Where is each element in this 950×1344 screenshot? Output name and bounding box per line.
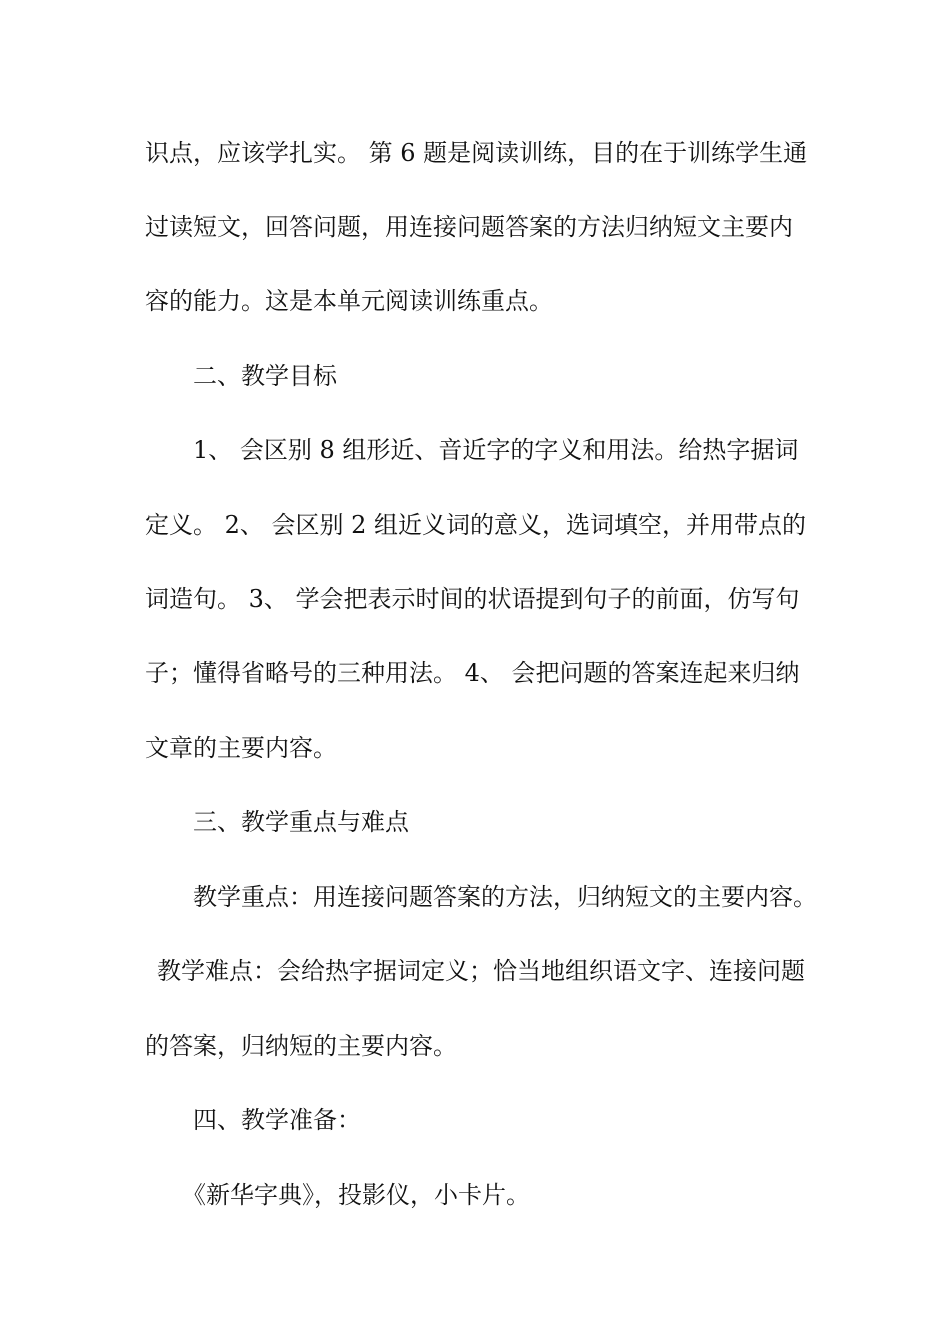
preparation-line: 《新华字典》，投影仪，小卡片。 bbox=[182, 1181, 530, 1209]
objective-line-5: 文章的主要内容。 bbox=[145, 734, 337, 762]
paragraph-line-2: 过读短文，回答问题，用连接问题答案的方法归纳短文主要内 bbox=[145, 213, 793, 241]
objective-line-2: 定义。 2、 会区别 2 组近义词的意义，选词填空，并用带点的 bbox=[145, 511, 807, 539]
section-heading-objectives: 二、教学目标 bbox=[193, 362, 337, 390]
difficulty-line-2: 的答案，归纳短的主要内容。 bbox=[145, 1032, 457, 1060]
objective-line-1: 1、 会区别 8 组形近、音近字的字义和用法。给热字据词 bbox=[193, 436, 799, 464]
paragraph-line-3: 容的能力。这是本单元阅读训练重点。 bbox=[145, 287, 553, 315]
difficulty-line-1: 教学难点：会给热字据词定义；恰当地组织语文字、连接问题 bbox=[157, 957, 805, 985]
objective-line-3: 词造句。 3、 学会把表示时间的状语提到句子的前面，仿写句 bbox=[145, 585, 800, 613]
objective-line-4: 子；懂得省略号的三种用法。 4、 会把问题的答案连起来归纳 bbox=[145, 659, 800, 687]
section-heading-key-points: 三、教学重点与难点 bbox=[193, 808, 409, 836]
key-point-line: 教学重点：用连接问题答案的方法，归纳短文的主要内容。 bbox=[193, 883, 817, 911]
paragraph-line-1: 识点，应该学扎实。 第 6 题是阅读训练，目的在于训练学生通 bbox=[145, 139, 808, 167]
section-heading-preparation: 四、教学准备： bbox=[193, 1106, 361, 1134]
